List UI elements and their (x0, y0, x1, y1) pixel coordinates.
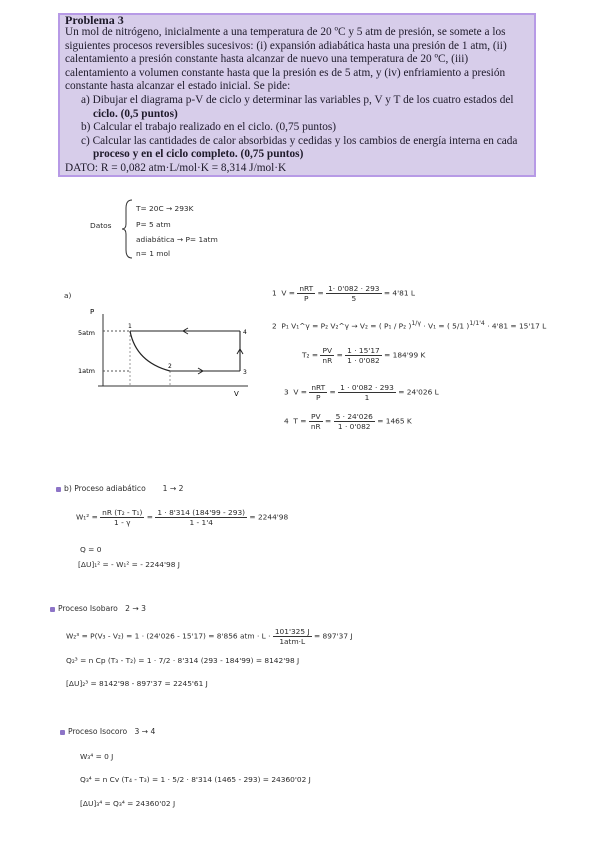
t2-calc: T₂ = $\frac{PV}{nR}$ = $\frac{1 \cdot 15'17}{1 \cdot 0'082}$ = 184'99 K (302, 346, 426, 365)
datos-brace (122, 198, 134, 260)
problem-statement (58, 13, 536, 177)
isobar-heading: Proceso Isobaro 2 → 3 (50, 604, 146, 613)
statement-line: siguientes procesos reversibles sucesivos: (i) expansión adiabática hasta una presión de 1 atm, (ii) (65, 39, 507, 52)
datos-moles: n= 1 mol (136, 249, 171, 258)
adiabat-curve (130, 331, 170, 371)
statement-line: calentamiento a presión constante hasta alcanzar de nuevo una temperatura de 20 ºC, (iii) (65, 53, 469, 66)
isobar-work: W₂³ = P(V₃ - V₂) = 1 · (24'026 - 15'17) = 8'856 atm · L · $\frac{101'325 J}{\text{1atm·L}}$ = 897'37 J (66, 627, 353, 646)
part-a-label: a) (64, 291, 72, 300)
question-a: a) Dibujar el diagrama p-V de ciclo y determinar las variables p, V y T de los cuatro estados del ciclo. (0,5 puntos) (81, 93, 514, 120)
statement-line: Un mol de nitrógeno, inicialmente a una temperatura de 20 ºC y 5 atm de presión, se somete a los (65, 26, 506, 38)
pv-diagram (78, 306, 258, 398)
statement-line: calentamiento a volumen constante hasta que la presión es de 5 atm, y (iv) enfriamiento a presión (65, 66, 506, 79)
datos-adiabatic: adiabática → P= 1atm (136, 235, 218, 244)
state-3-calc: 3 V = $\frac{\text{nRT}}{P}$ = $\frac{1 \cdot 0'082 \cdot 293}{1}$ = 24'026 L (284, 383, 439, 402)
isochor-work: W₃⁴ = 0 J (80, 752, 114, 761)
p-high-label: 5atm (78, 329, 95, 337)
question-b: b) Calcular el trabajo realizado en el ciclo. (0,75 puntos) (81, 121, 337, 134)
datos-temperature: T= 20C → 293K (136, 204, 194, 213)
state-label-2: 2 (168, 363, 172, 370)
highlight-marker (50, 607, 55, 612)
statement-line: constante hasta alcanzar el estado inicial. Se pide: (65, 80, 291, 93)
adiabatic-work: W₁² = $\frac{\text{nR (T₂ - T₁)}}{1 - \gamma}$ = $\frac{1 \cdot 8'314 (184'99 - 293)}{1 - 1'4}$ = 2244'98 (76, 508, 289, 527)
isochor-energy: [ΔU]₃⁴ = Q₃⁴ = 24360'02 J (80, 799, 176, 808)
highlight-marker (56, 487, 61, 492)
state-4-calc: 4 T = $\frac{PV}{nR}$ = $\frac{5 \cdot 24'026}{1 \cdot 0'082}$ = 1465 K (284, 412, 412, 431)
datos-label: Datos (90, 221, 112, 230)
adiabatic-energy: [ΔU]₁² = - W₁² = - 2244'98 J (78, 560, 180, 569)
isochor-heading: Proceso Isocoro 3 → 4 (60, 727, 155, 736)
highlight-marker (60, 730, 65, 735)
datos-pressure: P= 5 atm (136, 220, 171, 229)
isobar-energy: [ΔU]₂³ = 8142'98 - 897'37 = 2245'61 J (66, 679, 208, 688)
part-b-heading: b) Proceso adiabático 1 → 2 (56, 484, 184, 493)
isobar-heat: Q₂³ = n Cp (T₃ - T₂) = 1 · 7/2 · 8'314 (293 - 184'99) = 8142'98 J (66, 656, 300, 665)
question-c: c) Calcular las cantidades de calor absorbidas y cedidas y los cambios de energía interna en cada proceso y en el ciclo completo. (0,75 puntos) (81, 134, 518, 161)
state-label-1: 1 (128, 323, 132, 330)
x-axis-label: V (234, 390, 239, 398)
state-1-calc: 1 V = $\frac{\text{nRT}}{P}$ = $\frac{1\cdot 0'082 \cdot 293}{5}$ = 4'81 L (272, 284, 416, 303)
problem-title: Problema 3 (65, 13, 124, 27)
p-low-label: 1atm (78, 367, 95, 375)
state-label-3: 3 (243, 369, 247, 376)
y-axis-label: P (90, 308, 95, 316)
state-label-4: 4 (243, 329, 247, 336)
isochor-heat: Q₃⁴ = n Cv (T₄ - T₃) = 1 · 5/2 · 8'314 (1465 - 293) = 24360'02 J (80, 775, 311, 784)
adiabatic-heat: Q = 0 (80, 545, 102, 554)
state-2-calc: 2 P₁ V₁^γ = P₂ V₂^γ → V₂ = ( P₁ / P₂ )$^{1/\gamma}$ · V₁ = ( 5/1 )$^{1/1'4}$ · 4'81 = 15'17 L (272, 320, 547, 331)
data-constants: DATO: R = 0,082 atm·L/mol·K = 8,314 J/mol·K (65, 161, 287, 174)
